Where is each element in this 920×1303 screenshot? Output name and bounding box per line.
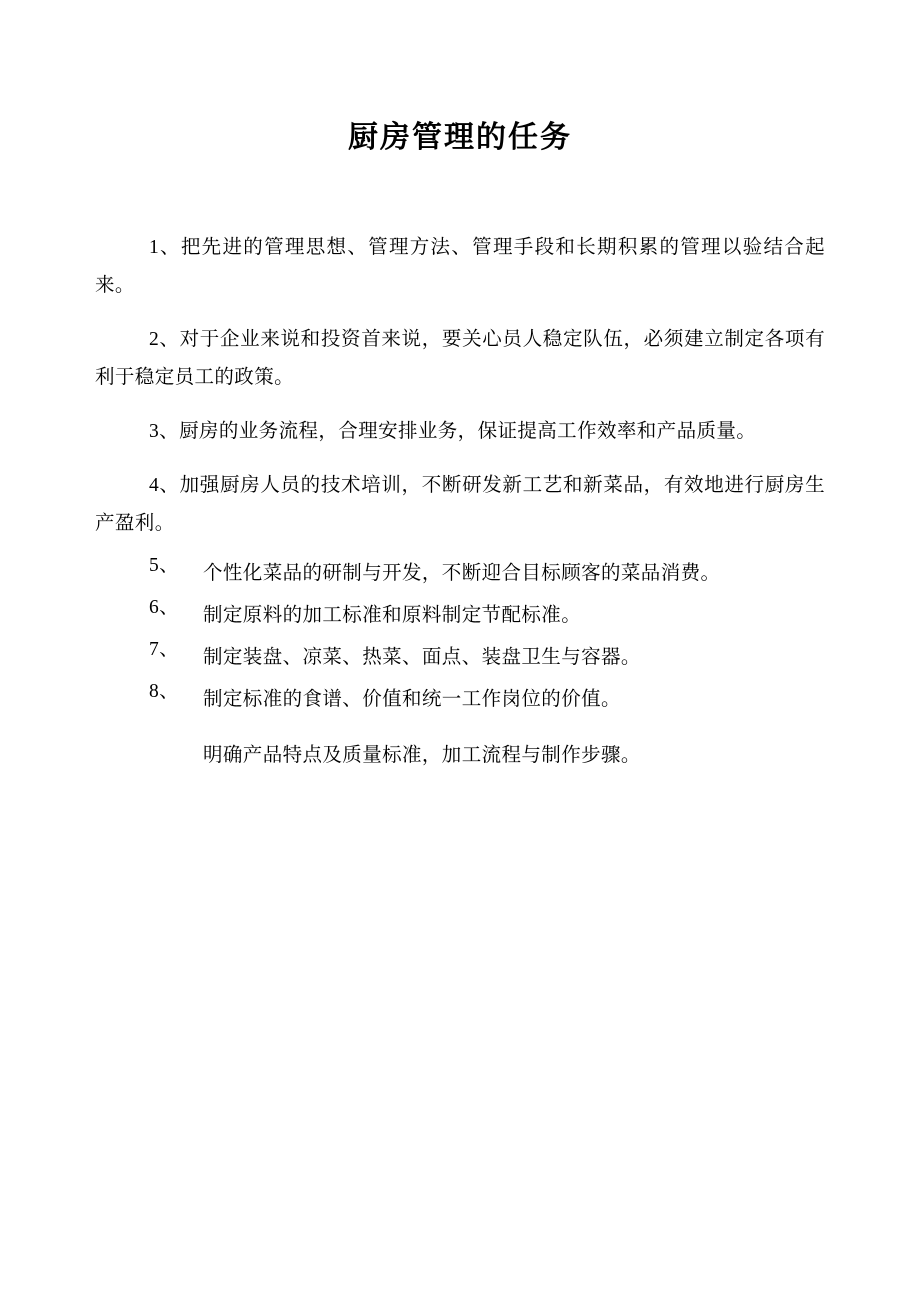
list-item-number: 2、 — [149, 329, 180, 351]
list-item-text: 对于企业来说和投资首来说，要关心员人稳定队伍，必须建立制定各项有利于稳定员工的政策。 — [95, 329, 825, 389]
list-item-text: 制定原料的加工标准和原料制定节配标准。 — [203, 605, 582, 627]
list-item — [95, 555, 825, 593]
closing-paragraph — [95, 737, 825, 775]
list-item-number: 4、 — [149, 475, 180, 497]
list-item-number: 7、 — [149, 639, 180, 661]
list-item-number: 3、 — [149, 421, 180, 443]
list-item — [95, 639, 825, 677]
document-body — [95, 229, 825, 775]
list-item — [95, 467, 825, 543]
list-item — [95, 597, 825, 635]
list-item — [95, 321, 825, 397]
list-item-text: 把先进的管理思想、管理方法、管理手段和长期积累的管理以验结合起来。 — [95, 237, 825, 297]
closing-text: 明确产品特点及质量标准，加工流程与制作步骤。 — [203, 745, 641, 767]
list-item-text: 厨房的业务流程，合理安排业务，保证提高工作效率和产品质量。 — [179, 421, 757, 443]
list-item-number: 6、 — [149, 597, 180, 619]
list-item — [95, 413, 825, 451]
list-item-text: 制定装盘、凉菜、热菜、面点、装盘卫生与容器。 — [203, 647, 641, 669]
list-item-text: 个性化菜品的研制与开发，不断迎合目标顾客的菜品消费。 — [203, 563, 721, 585]
list-item-number: 5、 — [149, 555, 180, 577]
list-item — [95, 681, 825, 719]
page-title: 厨房管理的任务 — [348, 120, 572, 155]
list-item-text: 制定标准的食谱、价值和统一工作岗位的价值。 — [203, 689, 621, 711]
list-item-number: 1、 — [149, 237, 181, 258]
list-item-text: 加强厨房人员的技术培训，不断研发新工艺和新菜品，有效地进行厨房生产盈利。 — [95, 475, 825, 535]
list-item — [95, 229, 825, 305]
list-item-number: 8、 — [149, 681, 180, 703]
